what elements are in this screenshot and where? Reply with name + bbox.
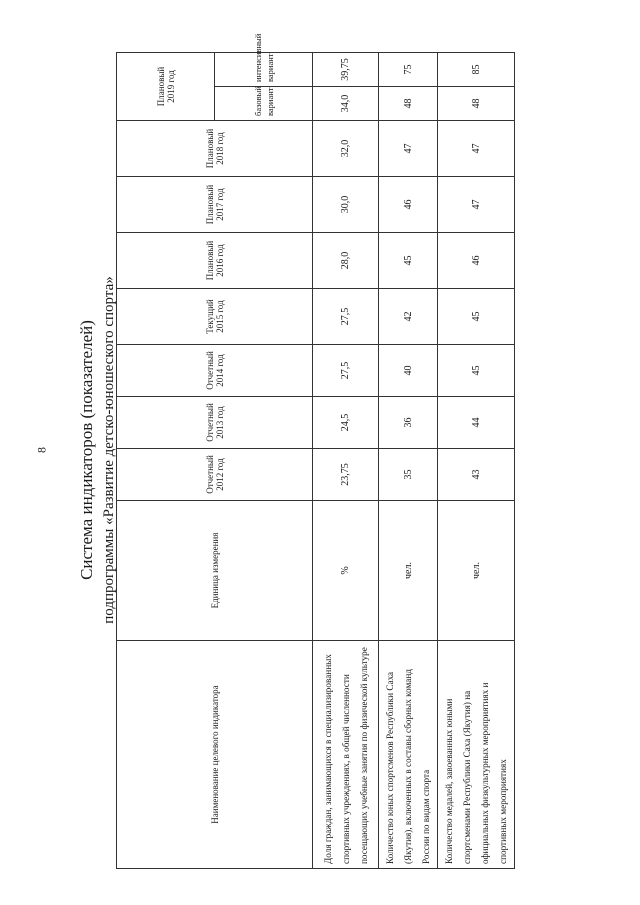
header-2017: Плановый 2017 год xyxy=(117,177,313,233)
value-2017: 47 xyxy=(438,177,515,233)
title-line-2: подпрограммы «Развитие детско-юношеского спорта» xyxy=(101,276,117,624)
value-2014: 27,5 xyxy=(313,345,379,397)
header-2013: Отчетный 2013 год xyxy=(117,397,313,449)
indicators-table-wrapper xyxy=(116,33,508,869)
value-2018: 47 xyxy=(438,121,515,177)
value-2019-base: 48 xyxy=(379,87,438,121)
value-2019-base: 48 xyxy=(438,87,515,121)
indicator-name: Доля граждан, занимающихся в специализированных спортивных учреждениях, в общей численности посещающих учебные занятия по физической культуре xyxy=(313,641,379,869)
value-2013: 44 xyxy=(438,397,515,449)
value-2015: 27,5 xyxy=(313,289,379,345)
document-title xyxy=(76,276,120,624)
header-2014: Отчетный 2014 год xyxy=(117,345,313,397)
value-2012: 43 xyxy=(438,449,515,501)
indicator-unit: чел. xyxy=(379,501,438,641)
value-2014: 45 xyxy=(438,345,515,397)
value-2015: 42 xyxy=(379,289,438,345)
table-row xyxy=(438,52,515,868)
value-2018: 32,0 xyxy=(313,121,379,177)
indicator-unit: % xyxy=(313,501,379,641)
value-2016: 45 xyxy=(379,233,438,289)
value-2015: 45 xyxy=(438,289,515,345)
value-2014: 40 xyxy=(379,345,438,397)
value-2012: 35 xyxy=(379,449,438,501)
value-2019-intensive: 39,75 xyxy=(313,52,379,86)
header-2019-base: базовый вариант xyxy=(215,87,313,121)
indicators-table xyxy=(116,33,515,869)
header-2012: Отчетный 2012 год xyxy=(117,449,313,501)
indicator-name: Количество медалей, завоеванных юными спортсменами Республики Саха (Якутия) на официальных физкультурных мероприятиях и спортивных мероприятиях xyxy=(438,641,515,869)
header-2018: Плановый 2018 год xyxy=(117,121,313,177)
table-row xyxy=(313,52,379,868)
value-2012: 23,75 xyxy=(313,449,379,501)
value-2017: 30,0 xyxy=(313,177,379,233)
value-2018: 47 xyxy=(379,121,438,177)
value-2016: 28,0 xyxy=(313,233,379,289)
value-2013: 36 xyxy=(379,397,438,449)
header-2019-intensive: интенсивный вариант xyxy=(215,52,313,86)
header-unit: Единица измерения xyxy=(117,501,313,641)
header-2019: Плановый 2019 год xyxy=(117,52,215,120)
value-2013: 24,5 xyxy=(313,397,379,449)
title-line-1: Система индикаторов (показателей) xyxy=(77,320,96,580)
header-2015: Текущий 2015 год xyxy=(117,289,313,345)
value-2019-base: 34,0 xyxy=(313,87,379,121)
table-row xyxy=(379,52,438,868)
header-2016: Плановый 2016 год xyxy=(117,233,313,289)
indicator-name: Количество юных спортсменов Республики Саха (Якутия), включенных в составы сборных команд России по видам спорта xyxy=(379,641,438,869)
value-2019-intensive: 85 xyxy=(438,52,515,86)
value-2017: 46 xyxy=(379,177,438,233)
value-2016: 46 xyxy=(438,233,515,289)
header-name: Наименование целевого индикатора xyxy=(117,641,313,869)
indicator-unit: чел. xyxy=(438,501,515,641)
page-number: 8 xyxy=(34,447,49,453)
value-2019-intensive: 75 xyxy=(379,52,438,86)
